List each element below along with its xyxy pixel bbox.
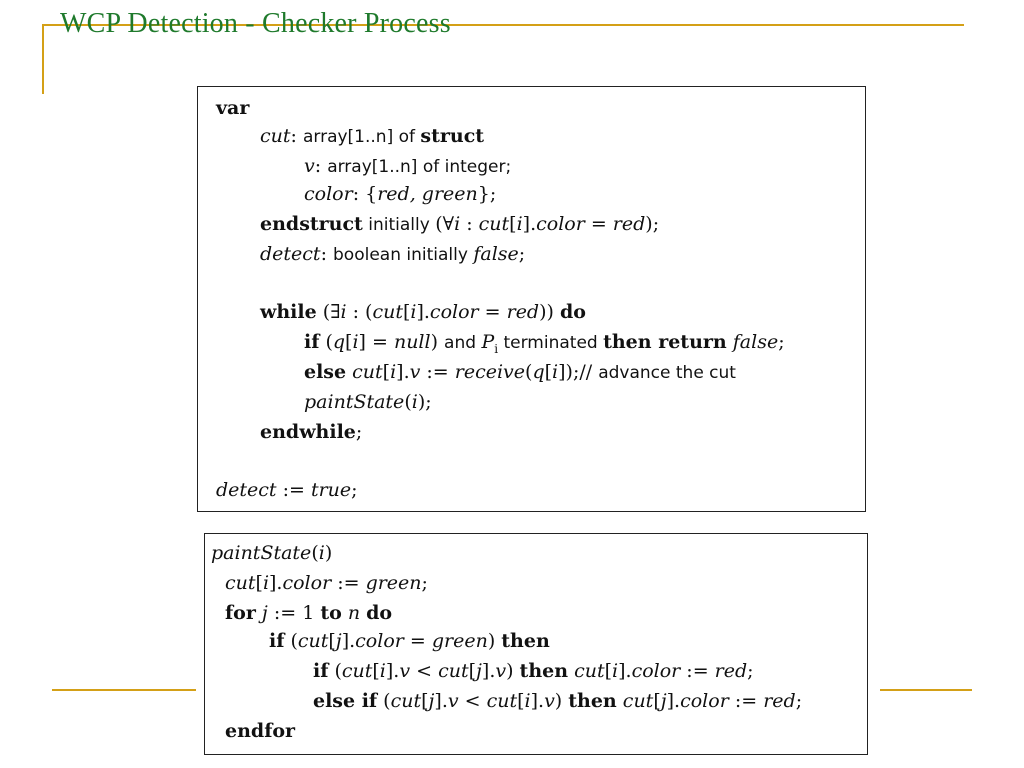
code-token: null — [393, 331, 431, 353]
code-line — [313, 660, 754, 682]
code-token: [ — [255, 572, 263, 594]
code-line — [216, 479, 358, 501]
code-token: cut — [341, 660, 373, 682]
code-token: i — [494, 341, 499, 356]
code-token: ( — [404, 391, 412, 413]
code-token: i — [524, 690, 531, 712]
code-token: ]. — [666, 690, 681, 712]
code-token: array[1..n] of — [302, 127, 421, 147]
code-token: i — [411, 391, 418, 413]
code-token: endfor — [225, 720, 296, 742]
code-token: := — [680, 660, 715, 682]
code-token: cut — [478, 213, 510, 235]
code-token: cut — [574, 660, 605, 682]
code-token: j — [261, 602, 268, 624]
code-token: cut — [225, 572, 256, 594]
code-token: ) — [506, 660, 520, 682]
code-token: initially — [362, 215, 436, 235]
code-line — [225, 720, 295, 742]
code-token: color — [355, 630, 404, 652]
code-token: ; — [795, 690, 803, 712]
code-token: : { — [352, 183, 378, 205]
code-token: i — [454, 213, 461, 235]
code-token: var — [216, 97, 250, 119]
code-line — [304, 391, 432, 413]
code-token: color — [429, 301, 479, 323]
code-token: : — [320, 243, 334, 265]
code-token: v — [409, 361, 421, 383]
left-rule-line — [42, 24, 44, 94]
code-token: j — [335, 630, 342, 652]
code-token: ]. — [385, 660, 400, 682]
code-token: cut — [390, 690, 422, 712]
code-token: array[1..n] of integer; — [327, 157, 512, 177]
code-token: if — [313, 660, 329, 682]
code-token: paintState — [304, 391, 405, 413]
code-token: j — [660, 690, 667, 712]
code-token: red, green — [377, 183, 478, 205]
code-token: : ( — [346, 301, 373, 323]
code-token: detect — [216, 479, 277, 501]
code-token: red — [506, 301, 540, 323]
code-token: [ — [544, 361, 553, 383]
code-token: ]. — [396, 361, 410, 383]
code-token: q — [532, 361, 545, 383]
code-token: := — [420, 361, 455, 383]
code-token: red — [714, 660, 748, 682]
code-token: ; — [747, 660, 754, 682]
code-line — [304, 155, 511, 178]
code-token: i — [379, 660, 386, 682]
code-line — [260, 213, 659, 236]
code-token: color — [304, 183, 353, 205]
code-token: ]. — [522, 213, 537, 235]
code-token: ]. — [434, 690, 448, 712]
code-token: := — [728, 690, 764, 712]
code-token: ; — [778, 331, 785, 353]
code-token: (∃ — [316, 301, 341, 323]
code-token: cut — [352, 361, 383, 383]
code-token: receive — [454, 361, 526, 383]
code-token: then — [501, 630, 550, 652]
code-token: red — [612, 213, 646, 235]
code-token: [ — [604, 660, 613, 682]
code-token: ; — [518, 243, 526, 265]
code-token: then — [519, 660, 569, 682]
code-token: ]. — [618, 660, 632, 682]
code-token: cut — [260, 125, 291, 147]
code-token: endwhile — [260, 421, 356, 443]
code-token: do — [366, 602, 393, 624]
code-token: while — [260, 301, 317, 323]
code-token: [ — [402, 301, 411, 323]
code-token: := 1 — [267, 602, 321, 624]
code-token: P — [481, 331, 495, 353]
code-token: then — [568, 690, 617, 712]
code-token: < — [458, 690, 487, 712]
code-token: ); — [645, 213, 660, 235]
code-token: : — [460, 213, 479, 235]
code-token: if — [304, 331, 320, 353]
code-token: v — [544, 690, 555, 712]
code-token: := — [331, 572, 366, 594]
code-token: ; — [355, 421, 363, 443]
code-token: ; — [421, 572, 428, 594]
code-token: false — [473, 243, 519, 265]
code-line — [225, 572, 428, 594]
code-token: [ — [509, 213, 517, 235]
code-token: : — [314, 155, 328, 177]
code-line — [211, 542, 332, 564]
code-token: [ — [382, 361, 391, 383]
code-token: [ — [517, 690, 525, 712]
code-token: )) — [539, 301, 560, 323]
code-token: = — [403, 630, 432, 652]
code-token: [ — [468, 660, 476, 682]
code-token: boolean initially — [333, 245, 474, 265]
code-token: n — [347, 602, 361, 624]
code-line — [216, 97, 249, 119]
code-line — [269, 630, 550, 652]
code-token: endstruct — [260, 213, 363, 235]
code-token: ]. — [269, 572, 283, 594]
code-token: i — [318, 542, 325, 564]
code-token: color — [631, 660, 681, 682]
code-token: for — [225, 602, 256, 624]
code-token: }; — [477, 183, 497, 205]
code-token: v — [495, 660, 507, 682]
code-token: [ — [653, 690, 661, 712]
code-token: j — [476, 660, 482, 682]
code-token: advance the cut — [598, 363, 736, 383]
code-token: ) — [487, 630, 502, 652]
code-token: ]);// — [558, 361, 599, 383]
code-token: paintState — [211, 542, 312, 564]
code-token: ]. — [416, 301, 430, 323]
code-token: cut — [297, 630, 329, 652]
code-token: detect — [260, 243, 321, 265]
code-line — [260, 125, 484, 148]
code-token: else if — [313, 690, 378, 712]
code-token: ] = — [358, 331, 394, 353]
code-token: ); — [417, 391, 432, 413]
code-token: ( — [525, 361, 533, 383]
code-token: i — [410, 301, 417, 323]
code-token: v — [304, 155, 315, 177]
code-line — [304, 361, 736, 384]
code-token: cut — [438, 660, 469, 682]
paint-state-code-box — [204, 533, 868, 755]
code-token: ( — [319, 331, 333, 353]
code-token: i — [612, 660, 619, 682]
code-token: := — [276, 479, 311, 501]
code-token: q — [332, 331, 346, 353]
code-line — [225, 602, 392, 624]
code-token: if — [269, 630, 285, 652]
code-token: do — [559, 301, 586, 323]
code-token: green — [365, 572, 422, 594]
code-token: cut — [486, 690, 518, 712]
code-token: cut — [622, 690, 654, 712]
code-token: and — [444, 333, 482, 353]
bottom-right-rule-line — [880, 689, 972, 691]
code-token: i — [262, 572, 270, 594]
code-token: v — [399, 660, 411, 682]
code-token: < — [410, 660, 439, 682]
code-line — [260, 243, 525, 266]
code-token: ( — [311, 542, 319, 564]
code-line — [304, 183, 496, 205]
code-token: i — [352, 331, 359, 353]
code-token: then return — [603, 331, 727, 353]
code-token: [ — [421, 690, 429, 712]
code-token: ; — [351, 479, 358, 501]
code-token: ) — [324, 542, 333, 564]
code-token: true — [310, 479, 352, 501]
code-token: color — [680, 690, 729, 712]
code-token: ) — [430, 331, 445, 353]
code-token: ]. — [341, 630, 356, 652]
code-token: color — [282, 572, 332, 594]
slide-title: WCP Detection - Checker Process — [60, 8, 451, 39]
code-token: struct — [420, 125, 485, 147]
code-token: else — [304, 361, 347, 383]
code-line — [260, 301, 586, 323]
code-token: [ — [328, 630, 336, 652]
code-line — [304, 331, 785, 360]
checker-process-code-box — [197, 86, 866, 512]
code-token: cut — [372, 301, 403, 323]
code-token: = — [584, 213, 613, 235]
code-line — [313, 690, 802, 712]
code-line — [260, 421, 362, 443]
code-token: ]. — [481, 660, 496, 682]
code-token: red — [763, 690, 796, 712]
code-token: ]. — [530, 690, 545, 712]
code-token: = — [478, 301, 507, 323]
code-token: color — [536, 213, 585, 235]
code-token: ( — [377, 690, 391, 712]
code-token: ) — [554, 690, 569, 712]
code-token: to — [320, 602, 342, 624]
code-token: i — [552, 361, 559, 383]
code-token: false — [732, 331, 779, 353]
bottom-left-rule-line — [52, 689, 196, 691]
code-token: green — [431, 630, 488, 652]
code-token: j — [428, 690, 435, 712]
code-token: i — [516, 213, 523, 235]
code-token: : — [290, 125, 303, 147]
code-token: v — [447, 690, 459, 712]
code-token: [ — [372, 660, 380, 682]
code-token: ( — [328, 660, 342, 682]
code-token: i — [340, 301, 347, 323]
code-token: ( — [284, 630, 298, 652]
code-token: terminated — [498, 333, 604, 353]
code-token: (∀ — [435, 213, 455, 235]
code-token: i — [390, 361, 397, 383]
code-token: [ — [345, 331, 353, 353]
